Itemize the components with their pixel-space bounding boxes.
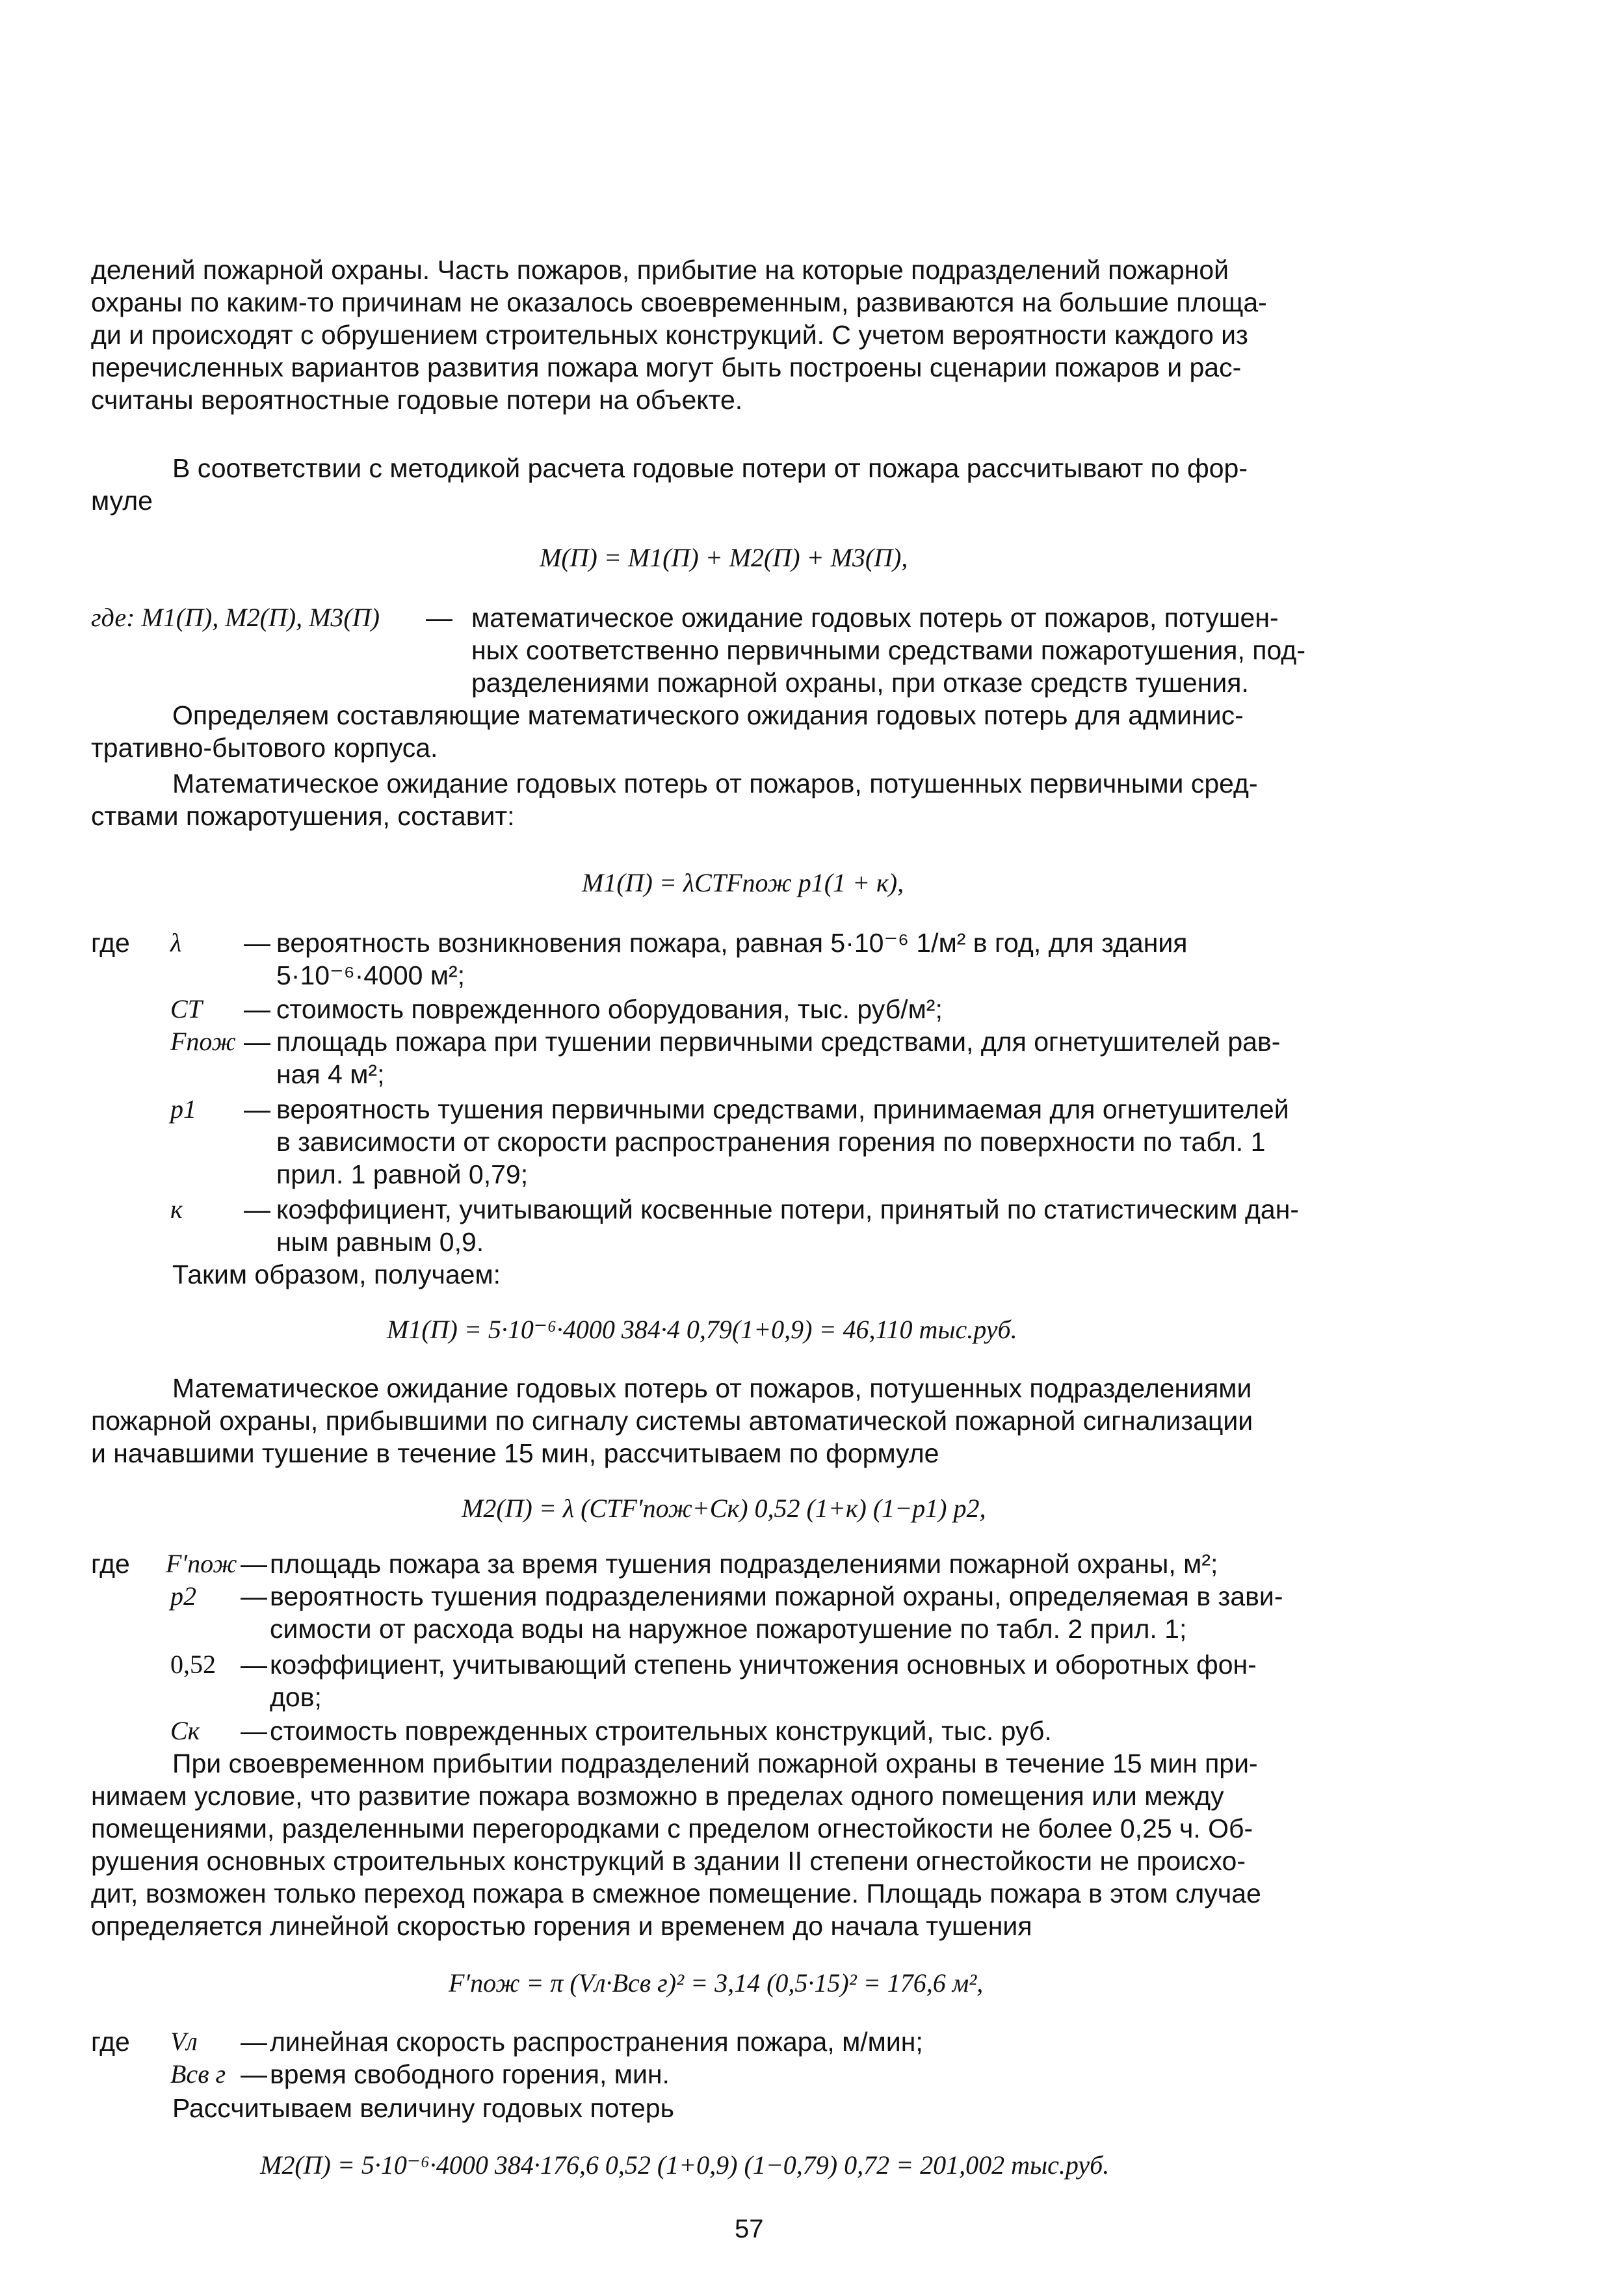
symbol-k: к xyxy=(170,1194,183,1224)
symbol-lambda: λ xyxy=(170,928,182,957)
definition-line: дов; xyxy=(270,1682,322,1712)
symbol-dash: — xyxy=(241,2059,267,2089)
definition-line: площадь пожара при тушении первичными средствами, для огнетушителей рав- xyxy=(276,1027,1281,1057)
calc-m2: M2(П) = 5·10⁻⁶·4000 384·176,6 0,52 (1+0,9) (1−0,79) 0,72 = 201,002 тыс.руб. xyxy=(260,2150,1110,2180)
symbol-052: 0,52 xyxy=(170,1650,216,1679)
formula-m1: M1(П) = λCТFпож p1(1 + к), xyxy=(582,868,904,897)
calc-intro: Рассчитываем величину годовых потерь xyxy=(172,2093,674,2123)
definition-line: площадь пожара за время тушения подразделениями пожарной охраны, м²; xyxy=(270,1549,1218,1579)
timely-line: помещениями, разделенными перегородками с пределом огнестойкости не более 0,25 ч. Об- xyxy=(91,1814,1253,1843)
intro-line: делений пожарной охраны. Часть пожаров, прибытие на которые подразделений пожарной xyxy=(91,255,1229,285)
m1-intro-line: ствами пожаротушения, составит: xyxy=(91,801,515,831)
where1-line: ных соответственно первичными средствами пожаротушения, под- xyxy=(471,635,1305,665)
m2-intro-line: и начавшими тушение в течение 15 мин, рассчитываем по формуле xyxy=(91,1438,939,1468)
where2-lead: где xyxy=(91,928,130,958)
formula-area: F′пож = π (Vл·Bсв г)² = 3,14 (0,5·15)² = 176,6 м², xyxy=(449,1968,984,1998)
where1-line: математическое ожидание годовых потерь от пожаров, потушен- xyxy=(471,603,1279,633)
intro-line: охраны по каким-то причинам не оказалось своевременным, развиваются на большие площа- xyxy=(91,287,1267,317)
symbol-dash: — xyxy=(244,1194,270,1224)
symbol-dash: — xyxy=(241,1716,267,1746)
determine-line: тративно-бытового корпуса. xyxy=(91,733,438,763)
where1-dash: — xyxy=(426,603,452,633)
definition-line: время свободного горения, мин. xyxy=(270,2059,670,2089)
definition-line: 5·10⁻⁶·4000 м²; xyxy=(276,960,465,990)
symbol-ct: CТ xyxy=(170,994,202,1023)
symbol-dash: — xyxy=(241,1650,267,1680)
determine-line: Определяем составляющие математического ожидания годовых потерь для админис- xyxy=(172,700,1244,730)
definition-line: вероятность тушения первичными средствами, принимаемая для огнетушителей xyxy=(276,1094,1289,1124)
intro-line: ди и происходят с обрушением строительных конструкций. С учетом вероятности каждого из xyxy=(91,320,1248,350)
where1-line: разделениями пожарной охраны, при отказе средств тушения. xyxy=(471,668,1249,698)
symbol-fpozh: Fпож xyxy=(170,1027,236,1056)
symbol-ck: Cк xyxy=(170,1716,200,1745)
formula-m2: M2(П) = λ (CТF′пож+Cк) 0,52 (1+к) (1−p1) p2, xyxy=(462,1494,986,1523)
definition-line: стоимость поврежденного оборудования, тыс. руб/м²; xyxy=(276,994,943,1024)
definition-line: ная 4 м²; xyxy=(276,1059,385,1089)
definition-line: ным равным 0,9. xyxy=(276,1227,484,1257)
symbol-p2: p2 xyxy=(170,1581,196,1611)
symbol-dash: — xyxy=(244,1027,270,1057)
m2-intro-line: пожарной охраны, прибывшими по сигналу системы автоматической пожарной сигнализации xyxy=(91,1406,1253,1436)
intro-line: перечисленных вариантов развития пожара могут быть построены сценарии пожаров и рас- xyxy=(91,352,1242,382)
timely-line: рушения основных строительных конструкций в здании II степени огнестойкости не происхо- xyxy=(91,1846,1246,1876)
timely-line: При своевременном прибытии подразделений пожарной охраны в течение 15 мин при- xyxy=(172,1749,1258,1778)
definition-line: стоимость поврежденных строительных конструкций, тыс. руб. xyxy=(270,1716,1052,1746)
formula-main: M(П) = M1(П) + M2(П) + M3(П), xyxy=(540,543,908,572)
method-line: В соответствии с методикой расчета годовые потери от пожара рассчитывают по фор- xyxy=(172,453,1248,483)
where1-lead: где: M1(П), M2(П), M3(П) xyxy=(91,603,380,632)
definition-line: вероятность возникновения пожара, равная 5·10⁻⁶ 1/м² в год, для здания xyxy=(276,928,1188,958)
where4-lead: где xyxy=(91,2027,130,2057)
timely-line: нимаем условие, что развитие пожара возможно в пределах одного помещения или между xyxy=(91,1781,1224,1811)
symbol-p1: p1 xyxy=(170,1094,196,1124)
symbol-dash: — xyxy=(244,994,270,1024)
where3-lead: где xyxy=(91,1549,130,1579)
definition-line: в зависимости от скорости распространения горения по поверхности по табл. 1 xyxy=(276,1127,1266,1157)
symbol-dash: — xyxy=(241,1549,267,1579)
definition-line: линейная скорость распространения пожара, м/мин; xyxy=(270,2027,923,2057)
symbol-vl: Vл xyxy=(170,2027,198,2056)
symbol-dash: — xyxy=(241,2027,267,2057)
definition-line: вероятность тушения подразделениями пожарной охраны, определяемая в зави- xyxy=(270,1581,1283,1611)
calc-m1: M1(П) = 5·10⁻⁶·4000 384·4 0,79(1+0,9) = 46,110 тыс.руб. xyxy=(387,1315,1017,1344)
thus-line: Таким образом, получаем: xyxy=(172,1260,501,1289)
symbol-bsvg: Bсв г xyxy=(170,2059,226,2089)
m1-intro-line: Математическое ожидание годовых потерь от пожаров, потушенных первичными сред- xyxy=(172,769,1258,798)
definition-line: симости от расхода воды на наружное пожаротушение по табл. 2 прил. 1; xyxy=(270,1614,1187,1644)
page-number: 57 xyxy=(735,2215,764,2243)
intro-line: считаны вероятностные годовые потери на объекте. xyxy=(91,385,743,415)
m2-intro-line: Математическое ожидание годовых потерь от пожаров, потушенных подразделениями xyxy=(172,1373,1252,1403)
symbol-dash: — xyxy=(241,1581,267,1611)
definition-line: прил. 1 равной 0,79; xyxy=(276,1159,529,1189)
symbol-dash: — xyxy=(244,928,270,958)
definition-line: коэффициент, учитывающий косвенные потери, принятый по статистическим дан- xyxy=(276,1194,1299,1224)
definition-line: коэффициент, учитывающий степень уничтожения основных и оборотных фон- xyxy=(270,1650,1257,1680)
method-line: муле xyxy=(91,486,153,516)
timely-line: дит, возможен только переход пожара в смежное помещение. Площадь пожара в этом случае xyxy=(91,1879,1261,1908)
symbol-fpozh-prime: F′пож xyxy=(166,1549,237,1578)
symbol-dash: — xyxy=(244,1094,270,1124)
timely-line: определяется линейной скоростью горения и временем до начала тушения xyxy=(91,1911,1032,1941)
